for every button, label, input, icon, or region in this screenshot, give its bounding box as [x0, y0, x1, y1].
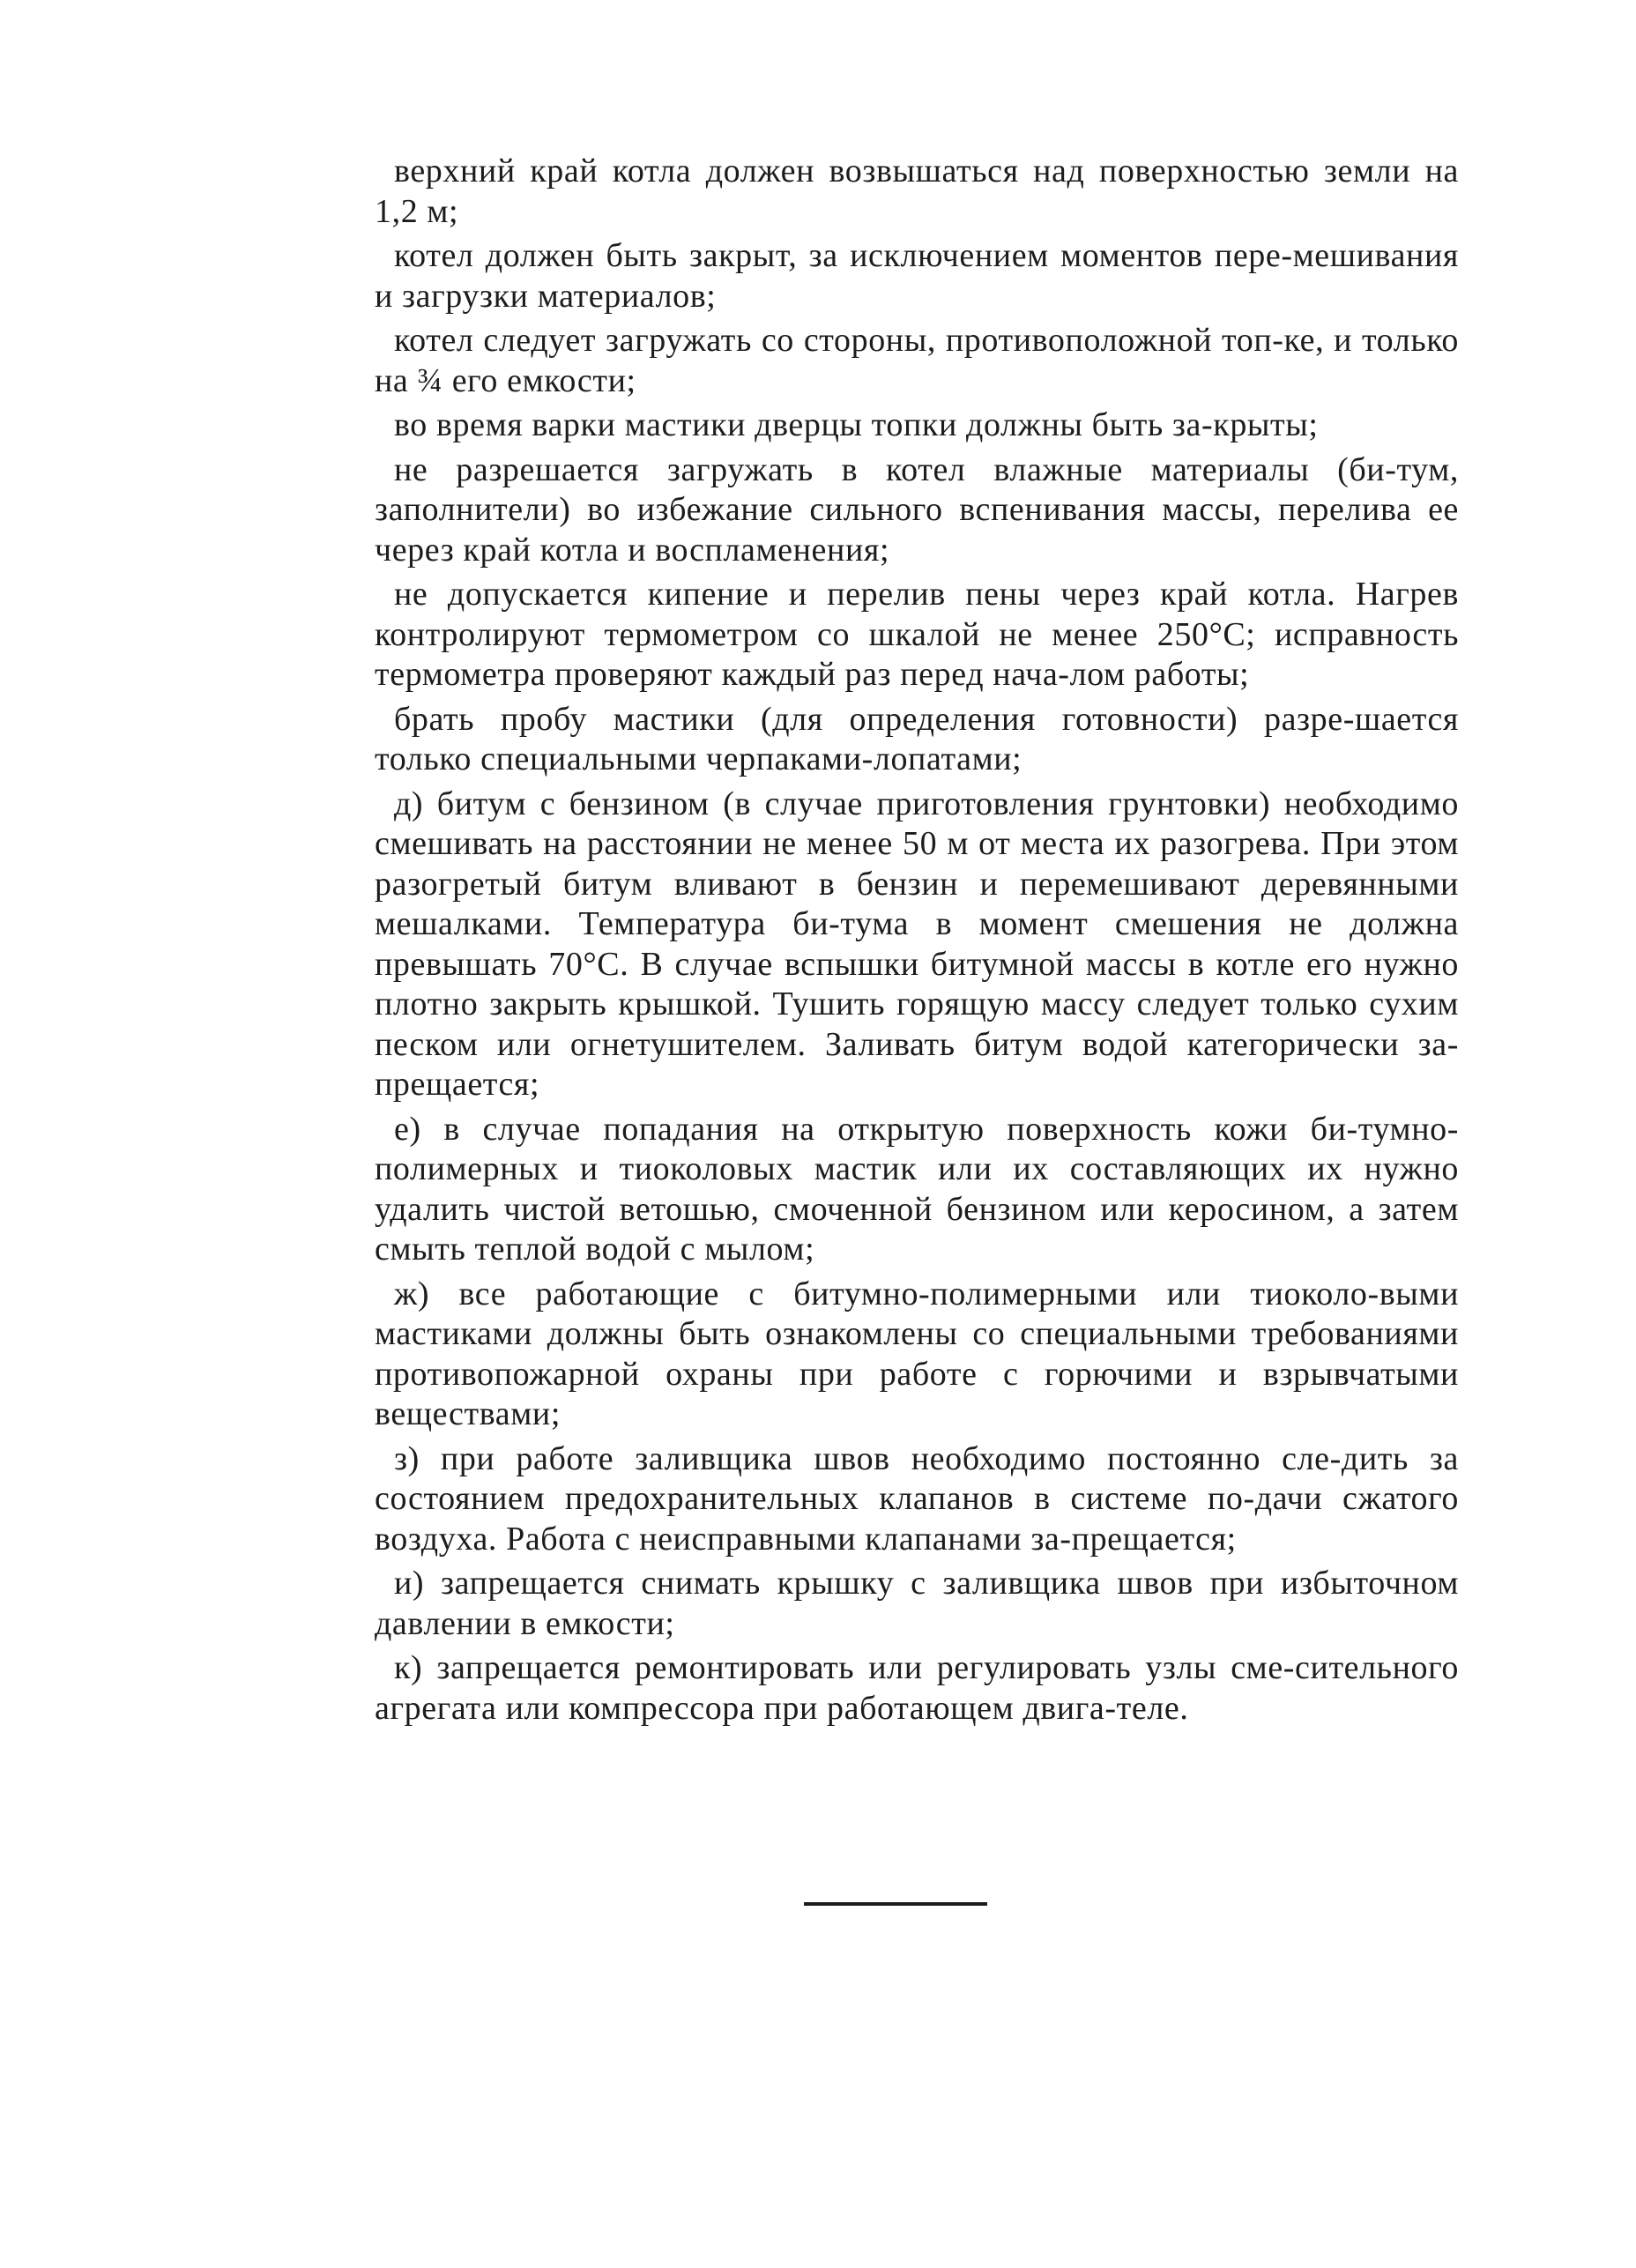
paragraph-e: е) в случае попадания на открытую поверхность кожи би-тумно-полимерных и тиоколовых мастик или их составляющих их нужно удалить чистой ветошью, смоченной бензином или керосином, а затем смыть теплой водой с мылом; — [375, 1110, 1459, 1268]
end-divider — [804, 1902, 987, 1906]
paragraph-d: д) битум с бензином (в случае приготовления грунтовки) необходимо смешивать на расстоянии не менее 50 м от места их разогрева. При этом разогретый битум вливают в бензин и перемешивают деревянными мешалками. Температура би-тума в момент смешения не должна превышать 70°С. В случае вспышки битумной массы в котле его нужно плотно закрыть крышкой. Тушить горящую массу следует только сухим песком или огнетушителем. Заливать битум водой категорически за-прещается; — [375, 785, 1459, 1103]
paragraph-z: з) при работе заливщика швов необходимо постоянно сле-дить за состоянием предохранительных клапанов в системе по-дачи сжатого воздуха. Работа с неисправными клапанами за-прещается; — [375, 1439, 1459, 1558]
paragraph-7: брать пробу мастики (для определения готовности) разре-шается только специальными черпаками-лопатами; — [375, 700, 1459, 777]
paragraph-4: во время варки мастики дверцы топки должны быть за-крыты; — [394, 406, 1319, 443]
paragraph-3: котел следует загружать со стороны, противоположной топ-ке, и только на ¾ его емкости; — [375, 322, 1459, 399]
body-text — [375, 152, 1459, 1733]
paragraph-1: верхний край котла должен возвышаться над поверхностью земли на 1,2 м; — [375, 152, 1459, 230]
paragraph-6: не допускается кипение и перелив пены через край котла. Нагрев контролируют термометром со шкалой не менее 250°С; исправность термометра проверяют каждый раз перед нача-лом работы; — [375, 576, 1459, 693]
paragraph-5: не разрешается загружать в котел влажные материалы (би-тум, заполнители) во избежание сильного вспенивания массы, перелива ее через край котла и воспламенения; — [375, 450, 1459, 569]
paragraph-i: и) запрещается снимать крышку с заливщика швов при избыточном давлении в емкости; — [375, 1565, 1459, 1642]
paragraph-k: к) запрещается ремонтировать или регулировать узлы сме-сительного агрегата или компрессора при работающем двига-теле. — [375, 1649, 1459, 1727]
paragraph-zh: ж) все работающие с битумно-полимерными или тиоколо-выми мастиками должны быть ознакомлены со специальными требованиями противопожарной охраны при работе с горючими и взрывчатыми веществами; — [375, 1275, 1459, 1432]
paragraph-2: котел должен быть закрыт, за исключением моментов пере-мешивания и загрузки материалов; — [375, 237, 1459, 315]
